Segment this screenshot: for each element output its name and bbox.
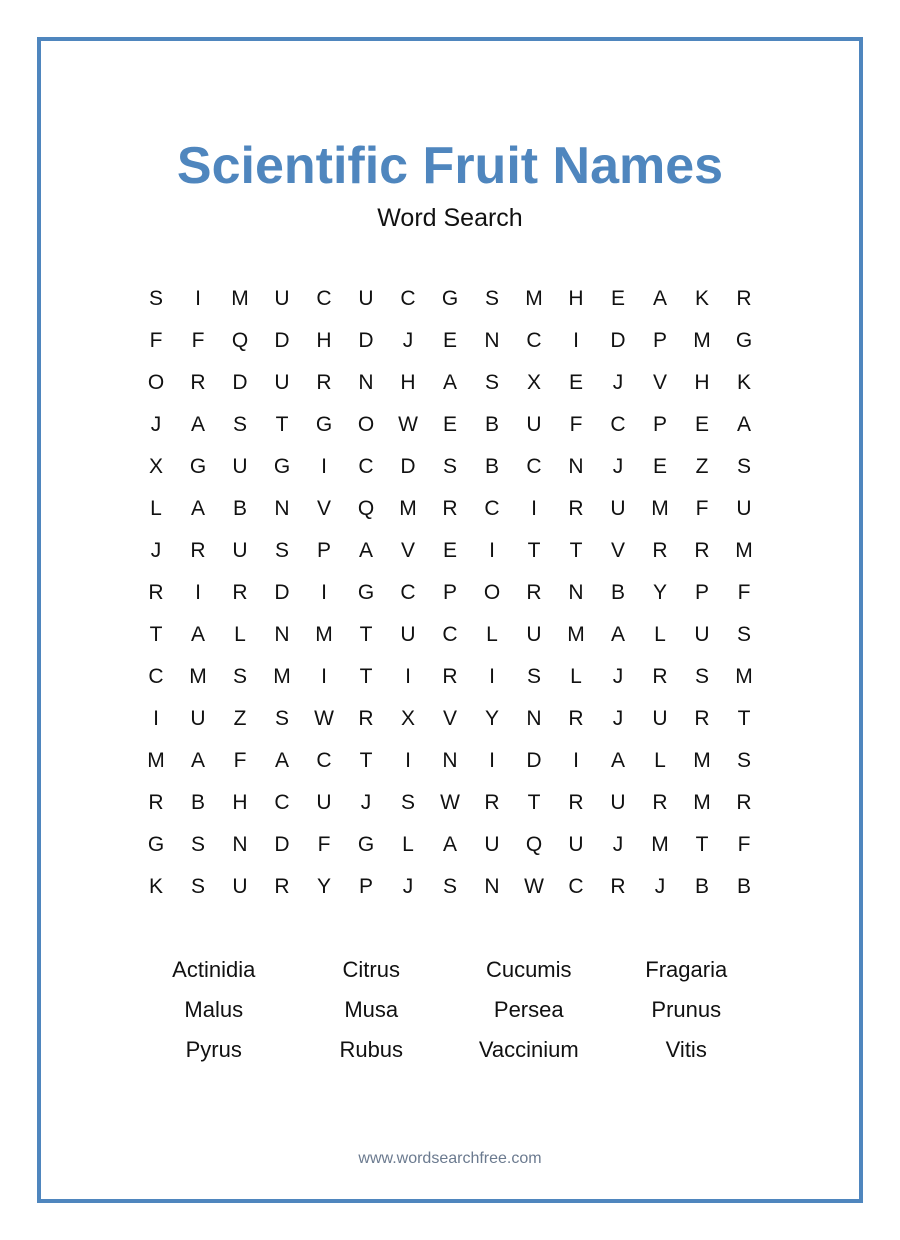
word-list-item: Vaccinium: [478, 1037, 579, 1062]
grid-cell[interactable]: Z: [695, 455, 709, 478]
word-list-item: Vitis: [665, 1037, 707, 1062]
grid-cell[interactable]: P: [652, 329, 667, 352]
grid-cell[interactable]: C: [484, 497, 500, 520]
grid-cell[interactable]: U: [526, 623, 542, 646]
grid-cell[interactable]: M: [651, 833, 669, 856]
grid-cell[interactable]: X: [148, 455, 163, 478]
grid-cell[interactable]: M: [567, 623, 585, 646]
grid-cell[interactable]: R: [652, 539, 668, 562]
grid-cell[interactable]: S: [484, 287, 499, 310]
grid-cell[interactable]: R: [442, 497, 458, 520]
grid-cell[interactable]: U: [400, 623, 416, 646]
grid-cell[interactable]: R: [568, 497, 584, 520]
grid-cell[interactable]: R: [484, 791, 500, 814]
grid-cell[interactable]: E: [568, 371, 583, 394]
grid-cell[interactable]: J: [612, 455, 624, 478]
grid-cell[interactable]: I: [573, 749, 579, 772]
grid-cell[interactable]: D: [526, 749, 542, 772]
grid-cell[interactable]: W: [314, 707, 334, 730]
grid-cell[interactable]: A: [610, 623, 625, 646]
grid-cell[interactable]: U: [652, 707, 668, 730]
grid-cell[interactable]: R: [148, 791, 164, 814]
grid-cell[interactable]: R: [694, 539, 710, 562]
grid-cell[interactable]: Y: [484, 707, 499, 730]
grid-cell[interactable]: I: [153, 707, 159, 730]
letter-grid: [135, 278, 765, 908]
grid-cell[interactable]: T: [359, 749, 373, 772]
grid-cell[interactable]: T: [275, 413, 289, 436]
grid-cell[interactable]: H: [316, 329, 332, 352]
grid-cell[interactable]: S: [190, 875, 205, 898]
grid-cell[interactable]: R: [736, 287, 752, 310]
grid-cell[interactable]: X: [526, 371, 541, 394]
grid-cell[interactable]: V: [400, 539, 415, 562]
grid-cell[interactable]: S: [274, 539, 289, 562]
grid-cell[interactable]: R: [568, 707, 584, 730]
word-list-item: Persea: [493, 997, 564, 1022]
grid-cell[interactable]: J: [654, 875, 666, 898]
grid-cell[interactable]: V: [316, 497, 331, 520]
grid-cell[interactable]: B: [484, 455, 499, 478]
grid-cell[interactable]: W: [524, 875, 544, 898]
grid-cell[interactable]: J: [612, 665, 624, 688]
grid-cell[interactable]: V: [652, 371, 667, 394]
grid-cell[interactable]: R: [652, 665, 668, 688]
grid-cell[interactable]: A: [190, 497, 205, 520]
grid-cell[interactable]: S: [190, 833, 205, 856]
grid-cell[interactable]: K: [148, 875, 163, 898]
grid-cell[interactable]: C: [400, 287, 416, 310]
grid-cell[interactable]: M: [189, 665, 207, 688]
grid-cell[interactable]: R: [148, 581, 164, 604]
word-list-item: Cucumis: [485, 957, 572, 982]
grid-cell[interactable]: M: [693, 791, 711, 814]
grid-cell[interactable]: C: [274, 791, 290, 814]
grid-cell[interactable]: F: [695, 497, 709, 520]
grid-cell[interactable]: L: [486, 623, 498, 646]
grid-cell[interactable]: V: [442, 707, 457, 730]
grid-cell[interactable]: F: [569, 413, 583, 436]
grid-cell[interactable]: L: [150, 497, 162, 520]
grid-cell[interactable]: S: [736, 623, 751, 646]
grid-cell[interactable]: R: [190, 371, 206, 394]
grid-cell[interactable]: C: [526, 329, 542, 352]
grid-cell[interactable]: U: [190, 707, 206, 730]
grid-cell[interactable]: M: [651, 497, 669, 520]
grid-cell[interactable]: P: [652, 413, 667, 436]
grid-cell[interactable]: H: [694, 371, 710, 394]
grid-cell[interactable]: N: [358, 371, 374, 394]
grid-cell[interactable]: Y: [316, 875, 331, 898]
grid-cell[interactable]: S: [442, 875, 457, 898]
grid-cell[interactable]: E: [442, 329, 457, 352]
grid-cell[interactable]: R: [736, 791, 752, 814]
grid-cell[interactable]: Q: [525, 833, 543, 856]
grid-cell[interactable]: G: [189, 455, 207, 478]
grid-cell[interactable]: M: [147, 749, 165, 772]
grid-cell[interactable]: F: [233, 749, 247, 772]
grid-cell[interactable]: A: [190, 623, 205, 646]
grid-cell[interactable]: I: [321, 455, 327, 478]
grid-cell[interactable]: G: [315, 413, 333, 436]
grid-cell[interactable]: S: [232, 413, 247, 436]
grid-cell[interactable]: A: [736, 413, 751, 436]
grid-cell[interactable]: C: [442, 623, 458, 646]
grid-cell[interactable]: A: [358, 539, 373, 562]
grid-cell[interactable]: G: [357, 581, 375, 604]
grid-cell[interactable]: N: [232, 833, 248, 856]
grid-cell[interactable]: I: [573, 329, 579, 352]
word-list: [135, 950, 765, 1070]
grid-cell[interactable]: A: [652, 287, 667, 310]
grid-cell[interactable]: O: [147, 371, 165, 394]
grid-cell[interactable]: A: [274, 749, 289, 772]
grid-cell[interactable]: H: [232, 791, 248, 814]
grid-cell[interactable]: R: [694, 707, 710, 730]
grid-cell[interactable]: S: [736, 749, 751, 772]
grid-cell[interactable]: G: [147, 833, 165, 856]
grid-cell[interactable]: C: [526, 455, 542, 478]
grid-cell[interactable]: E: [610, 287, 625, 310]
grid-cell[interactable]: Q: [231, 329, 249, 352]
grid-cell[interactable]: U: [274, 287, 290, 310]
grid-cell[interactable]: X: [400, 707, 415, 730]
grid-cell[interactable]: W: [398, 413, 418, 436]
grid-cell[interactable]: I: [321, 581, 327, 604]
grid-cell[interactable]: A: [442, 371, 457, 394]
grid-cell[interactable]: U: [274, 371, 290, 394]
grid-cell[interactable]: C: [358, 455, 374, 478]
grid-cell[interactable]: H: [568, 287, 584, 310]
grid-cell[interactable]: U: [610, 791, 626, 814]
grid-cell[interactable]: U: [316, 791, 332, 814]
page-title: Scientific Fruit Names: [176, 137, 724, 195]
grid-cell[interactable]: S: [274, 707, 289, 730]
grid-cell[interactable]: D: [358, 329, 374, 352]
grid-cell[interactable]: F: [191, 329, 205, 352]
grid-cell[interactable]: M: [525, 287, 543, 310]
grid-cell[interactable]: T: [695, 833, 709, 856]
word-list-item: Actinidia: [172, 957, 256, 982]
grid-cell[interactable]: R: [442, 665, 458, 688]
grid-cell[interactable]: S: [694, 665, 709, 688]
grid-cell[interactable]: U: [358, 287, 374, 310]
grid-cell[interactable]: E: [442, 539, 457, 562]
grid-cell[interactable]: I: [321, 665, 327, 688]
grid-cell[interactable]: O: [483, 581, 501, 604]
grid-cell[interactable]: M: [735, 539, 753, 562]
grid-cell[interactable]: A: [190, 413, 205, 436]
grid-cell[interactable]: A: [442, 833, 457, 856]
grid-cell[interactable]: S: [442, 455, 457, 478]
word-list-item: Rubus: [339, 1037, 404, 1062]
grid-cell[interactable]: F: [737, 581, 751, 604]
grid-cell[interactable]: T: [737, 707, 751, 730]
grid-cell[interactable]: B: [484, 413, 499, 436]
grid-cell[interactable]: J: [150, 539, 162, 562]
grid-cell[interactable]: L: [654, 749, 666, 772]
grid-cell[interactable]: U: [484, 833, 500, 856]
grid-cell[interactable]: J: [150, 413, 162, 436]
grid-cell[interactable]: L: [402, 833, 414, 856]
grid-cell[interactable]: U: [232, 875, 248, 898]
grid-cell[interactable]: C: [316, 287, 332, 310]
grid-cell[interactable]: R: [610, 875, 626, 898]
grid-cell[interactable]: Z: [233, 707, 247, 730]
grid-cell[interactable]: J: [612, 371, 624, 394]
grid-cell[interactable]: S: [400, 791, 415, 814]
grid-cell[interactable]: J: [360, 791, 372, 814]
grid-cell[interactable]: I: [531, 497, 537, 520]
grid-cell[interactable]: M: [399, 497, 417, 520]
grid-cell[interactable]: Y: [652, 581, 667, 604]
grid-cell[interactable]: J: [612, 833, 624, 856]
grid-cell[interactable]: M: [231, 287, 249, 310]
grid-cell[interactable]: S: [484, 371, 499, 394]
grid-cell[interactable]: J: [612, 707, 624, 730]
grid-cell[interactable]: M: [693, 329, 711, 352]
grid-cell[interactable]: N: [484, 329, 500, 352]
grid-cell[interactable]: S: [148, 287, 163, 310]
grid-cell[interactable]: N: [442, 749, 458, 772]
grid-cell[interactable]: M: [693, 749, 711, 772]
grid-cell[interactable]: R: [526, 581, 542, 604]
grid-cell[interactable]: N: [526, 707, 542, 730]
word-list-item: Fragaria: [645, 957, 728, 982]
grid-cell[interactable]: C: [610, 413, 626, 436]
grid-cell[interactable]: T: [527, 539, 541, 562]
grid-cell[interactable]: A: [190, 749, 205, 772]
grid-cell[interactable]: R: [358, 707, 374, 730]
grid-cell[interactable]: F: [737, 833, 751, 856]
grid-cell[interactable]: L: [654, 623, 666, 646]
grid-cell[interactable]: P: [694, 581, 709, 604]
grid-cell[interactable]: C: [148, 665, 164, 688]
grid-cell[interactable]: T: [149, 623, 163, 646]
grid-cell[interactable]: L: [570, 665, 582, 688]
grid-cell[interactable]: R: [232, 581, 248, 604]
grid-cell[interactable]: P: [358, 875, 373, 898]
grid-cell[interactable]: C: [400, 581, 416, 604]
grid-cell[interactable]: N: [484, 875, 500, 898]
grid-cell[interactable]: U: [232, 539, 248, 562]
grid-cell[interactable]: D: [274, 581, 290, 604]
grid-cell[interactable]: T: [569, 539, 583, 562]
grid-cell[interactable]: D: [274, 833, 290, 856]
grid-cell[interactable]: N: [274, 623, 290, 646]
grid-cell[interactable]: M: [273, 665, 291, 688]
grid-cell[interactable]: I: [405, 665, 411, 688]
word-list-item: Pyrus: [185, 1037, 242, 1062]
grid-cell[interactable]: I: [489, 749, 495, 772]
grid-cell[interactable]: E: [652, 455, 667, 478]
grid-cell[interactable]: C: [568, 875, 584, 898]
grid-cell[interactable]: G: [273, 455, 291, 478]
grid-cell[interactable]: M: [315, 623, 333, 646]
grid-cell[interactable]: J: [402, 875, 414, 898]
grid-cell[interactable]: B: [232, 497, 247, 520]
grid-cell[interactable]: E: [694, 413, 709, 436]
grid-cell[interactable]: L: [234, 623, 246, 646]
grid-cell[interactable]: B: [610, 581, 625, 604]
grid-cell[interactable]: U: [526, 413, 542, 436]
word-list-item: Citrus: [342, 957, 400, 982]
grid-cell[interactable]: R: [568, 791, 584, 814]
grid-cell[interactable]: U: [736, 497, 752, 520]
grid-cell[interactable]: U: [694, 623, 710, 646]
grid-cell[interactable]: W: [440, 791, 460, 814]
grid-cell[interactable]: P: [442, 581, 457, 604]
grid-cell[interactable]: F: [149, 329, 163, 352]
word-list-item: Musa: [344, 997, 399, 1022]
grid-cell[interactable]: R: [190, 539, 206, 562]
grid-cell[interactable]: Q: [357, 497, 375, 520]
footer-url[interactable]: www.wordsearchfree.com: [358, 1150, 542, 1167]
grid-cell[interactable]: J: [402, 329, 414, 352]
word-list-item: Prunus: [651, 997, 722, 1022]
grid-cell[interactable]: T: [359, 665, 373, 688]
grid-cell[interactable]: I: [405, 749, 411, 772]
grid-cell[interactable]: G: [441, 287, 459, 310]
grid-cell[interactable]: H: [400, 371, 416, 394]
grid-cell[interactable]: P: [316, 539, 331, 562]
grid-cell[interactable]: O: [357, 413, 375, 436]
grid-cell[interactable]: I: [489, 665, 495, 688]
grid-cell[interactable]: S: [526, 665, 541, 688]
grid-cell[interactable]: R: [274, 875, 290, 898]
grid-cell[interactable]: B: [694, 875, 709, 898]
grid-cell[interactable]: N: [568, 581, 584, 604]
grid-cell[interactable]: T: [527, 791, 541, 814]
grid-cell[interactable]: U: [610, 497, 626, 520]
grid-cell[interactable]: N: [568, 455, 584, 478]
grid-cell[interactable]: R: [316, 371, 332, 394]
grid-cell[interactable]: T: [359, 623, 373, 646]
grid-cell[interactable]: D: [610, 329, 626, 352]
grid-cell[interactable]: K: [694, 287, 709, 310]
grid-cell[interactable]: V: [610, 539, 625, 562]
grid-cell[interactable]: G: [357, 833, 375, 856]
grid-cell[interactable]: N: [274, 497, 290, 520]
grid-cell[interactable]: C: [316, 749, 332, 772]
word-list-item: Malus: [184, 997, 244, 1022]
grid-cell[interactable]: E: [442, 413, 457, 436]
grid-cell[interactable]: R: [652, 791, 668, 814]
grid-cell[interactable]: S: [736, 455, 751, 478]
grid-cell[interactable]: U: [232, 455, 248, 478]
grid-cell[interactable]: S: [232, 665, 247, 688]
grid-cell[interactable]: I: [489, 539, 495, 562]
grid-cell[interactable]: K: [736, 371, 751, 394]
grid-cell[interactable]: A: [610, 749, 625, 772]
grid-cell[interactable]: F: [317, 833, 331, 856]
grid-cell[interactable]: D: [232, 371, 248, 394]
grid-cell[interactable]: G: [735, 329, 753, 352]
grid-cell[interactable]: I: [195, 581, 201, 604]
grid-cell[interactable]: M: [735, 665, 753, 688]
grid-cell[interactable]: B: [736, 875, 751, 898]
grid-cell[interactable]: D: [274, 329, 290, 352]
grid-cell[interactable]: D: [400, 455, 416, 478]
page-subtitle: Word Search: [377, 204, 523, 232]
grid-cell[interactable]: B: [190, 791, 205, 814]
grid-cell[interactable]: I: [195, 287, 201, 310]
grid-cell[interactable]: U: [568, 833, 584, 856]
